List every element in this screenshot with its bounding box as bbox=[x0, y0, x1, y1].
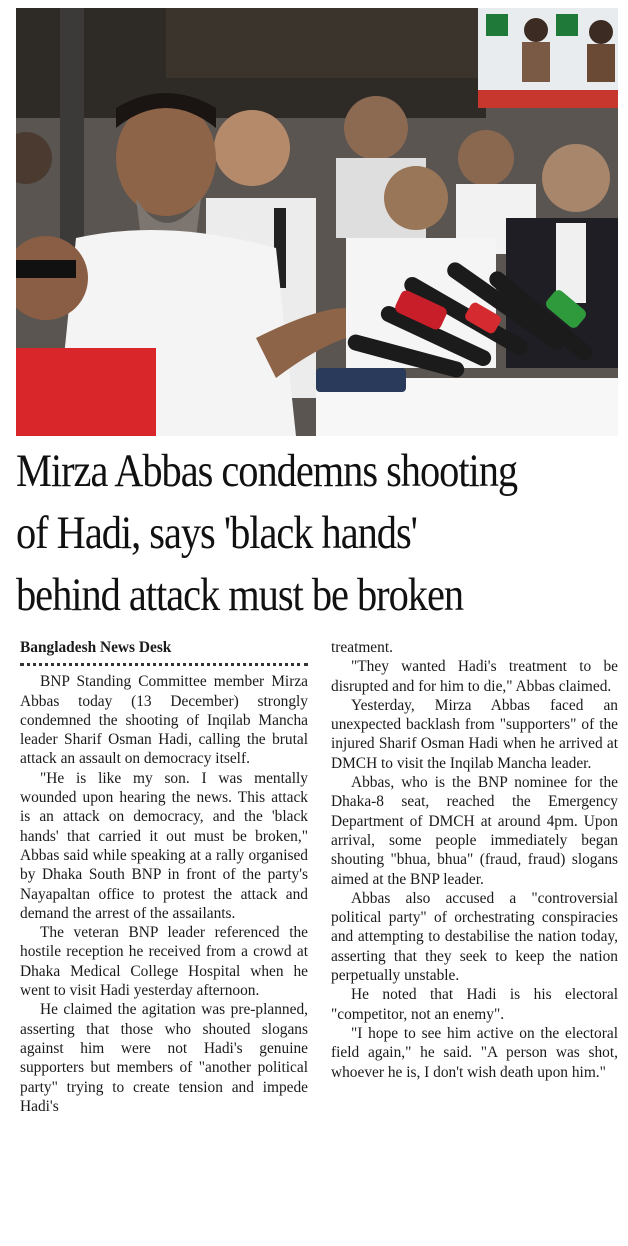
headline-line-2: of Hadi, says 'black hands' bbox=[16, 507, 417, 559]
headline-line-1: Mirza Abbas condemns shooting bbox=[16, 445, 518, 497]
article-column-right bbox=[331, 638, 618, 1082]
paragraph: "I hope to see him active on the electoral field again," he said. "A person was shot, whoever he is, I don't wish death upon him." bbox=[331, 1024, 618, 1081]
article-photo bbox=[16, 8, 618, 436]
paragraph: BNP Standing Committee member Mirza Abbas today (13 December) strongly condemned the shooting of Inqilab Mancha leader Sharif Osman Hadi, calling the brutal attack an assault on democracy itself. bbox=[20, 673, 308, 768]
press-conference-photo-icon bbox=[16, 8, 618, 436]
paragraph: Abbas, who is the BNP nominee for the Dhaka-8 seat, reached the Emergency Department of DMCH at around 4pm. Upon arrival, some people immediately began shouting "bhua, bhua" (fraud, fraud) slogans aimed at the BNP leader. bbox=[331, 774, 618, 888]
paragraph: Yesterday, Mirza Abbas faced an unexpected backlash from "supporters" of the injured Sharif Osman Hadi when he arrived at DMCH to visit the Inqilab Mancha leader. bbox=[331, 696, 618, 772]
headline bbox=[16, 440, 618, 626]
paragraph-continued: treatment. bbox=[331, 639, 393, 656]
byline: Bangladesh News Desk bbox=[20, 638, 308, 666]
paragraph: The veteran BNP leader referenced the hostile reception he received from a crowd at Dhaka Medical College Hospital when he went to visit Hadi yesterday afternoon. bbox=[20, 924, 308, 1000]
paragraph: He noted that Hadi is his electoral "competitor, not an enemy". bbox=[331, 986, 618, 1023]
paragraph: "He is like my son. I was mentally wounded upon hearing the news. This attack is an attack on democracy, and the 'black hands' that carried it out must be broken," Abbas said while speaking at a rally organised by Dhaka South BNP in front of the party's Nayapaltan office to protest the attack and demand the arrest of the assailants. bbox=[20, 769, 308, 922]
paragraph: "They wanted Hadi's treatment to be disrupted and for him to die," Abbas claimed. bbox=[331, 658, 618, 695]
paragraph: Abbas also accused a "controversial political party" of orchestrating conspiracies and attempting to destabilise the nation today, asserting that they seek to keep the nation perpetually unstable. bbox=[331, 889, 618, 985]
headline-line-3: behind attack must be broken bbox=[16, 569, 464, 621]
paragraph: He claimed the agitation was pre-planned, asserting that those who shouted slogans against him were not Hadi's genuine supporters but members of "another political party" trying to create tension and impede Hadi's bbox=[20, 1001, 308, 1115]
article-column-left bbox=[20, 638, 308, 1116]
